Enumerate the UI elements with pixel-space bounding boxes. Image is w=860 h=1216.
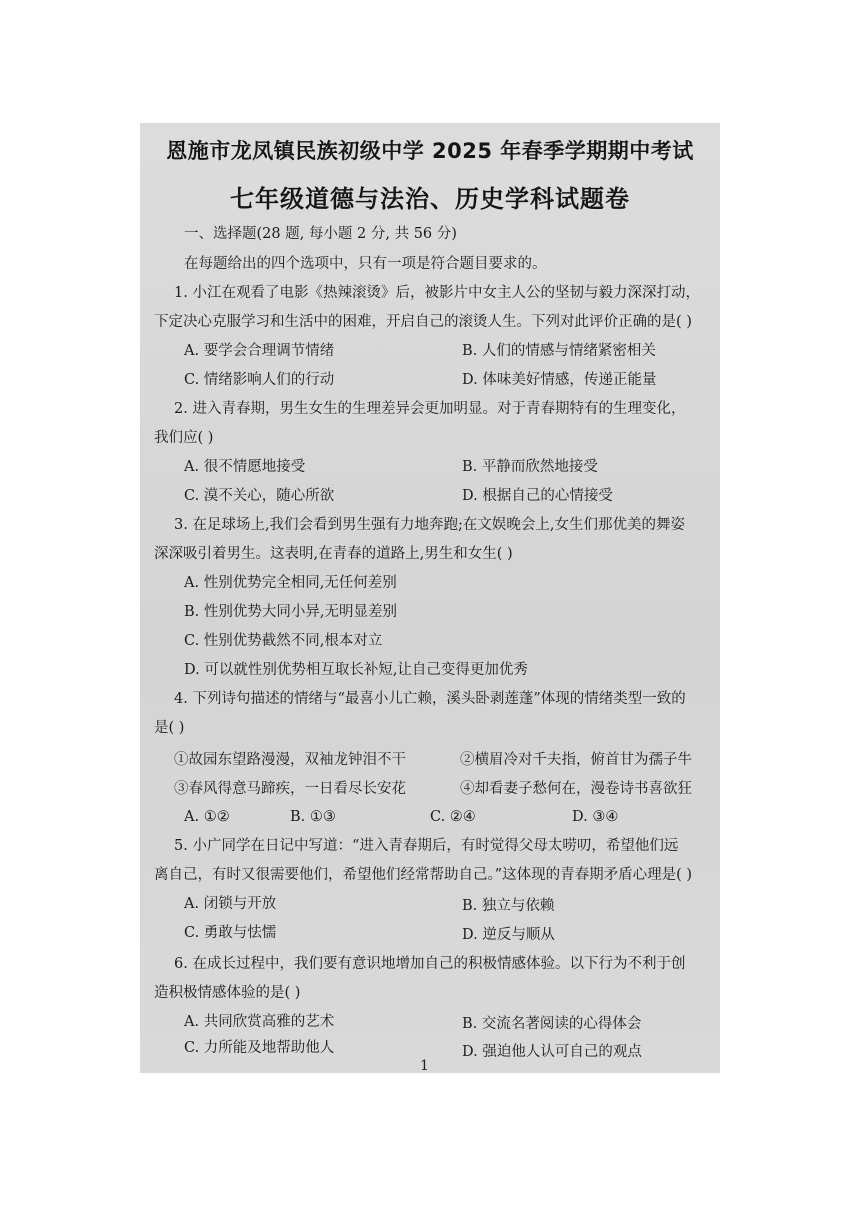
q4-option-d: D. ③④ xyxy=(572,809,619,825)
page-number: 1 xyxy=(420,1058,429,1074)
section-instruction: 在每题给出的四个选项中，只有一项是符合题目要求的。 xyxy=(184,256,547,272)
q3-stem-line1: 3. 在足球场上,我们会看到男生强有力地奔跑;在文娱晚会上,女生们那优美的舞姿 xyxy=(174,517,686,533)
q1-stem-line1: 1. 小江在观看了电影《热辣滚烫》后，被影片中女主人公的坚韧与毅力深深打动， xyxy=(174,285,700,301)
q6-option-c: C. 力所能及地帮助他人 xyxy=(184,1040,335,1056)
section-heading: 一、选择题(28 题, 每小题 2 分, 共 56 分) xyxy=(184,226,457,242)
q4-option-c: C. ②④ xyxy=(430,809,476,825)
q5-option-c: C. 勇敢与怯懦 xyxy=(184,925,277,941)
q3-option-b: B. 性别优势大同小异,无明显差别 xyxy=(184,604,397,620)
q2-option-b: B. 平静而欣然地接受 xyxy=(462,459,598,475)
q4-stem-line1: 4. 下列诗句描述的情绪与“最喜小儿亡赖，溪头卧剥莲蓬”体现的情绪类型一致的 xyxy=(174,691,686,707)
q6-stem-line1: 6. 在成长过程中，我们要有意识地增加自己的积极情感体验。以下行为不利于创 xyxy=(174,956,686,972)
q3-option-a: A. 性别优势完全相同,无任何差别 xyxy=(184,575,397,591)
q6-option-a: A. 共同欣赏高雅的艺术 xyxy=(184,1014,335,1030)
q4-poem-1: ①故园东望路漫漫，双袖龙钟泪不干 xyxy=(174,752,406,768)
q1-option-b: B. 人们的情感与情绪紧密相关 xyxy=(462,343,656,359)
q1-option-c: C. 情绪影响人们的行动 xyxy=(184,372,335,388)
exam-paper-photo xyxy=(140,123,720,1073)
q2-option-d: D. 根据自己的心情接受 xyxy=(462,488,613,504)
q1-option-a: A. 要学会合理调节情绪 xyxy=(184,343,335,359)
q4-poem-3: ③春风得意马蹄疾，一日看尽长安花 xyxy=(174,781,406,797)
q5-stem-line1: 5. 小广同学在日记中写道：“进入青春期后，有时觉得父母太唠叨，希望他们远 xyxy=(174,838,679,854)
paper-title: 七年级道德与法治、历史学科试题卷 xyxy=(230,185,630,213)
q4-stem-line2: 是( ) xyxy=(154,720,185,736)
q4-poem-2: ②横眉冷对千夫指，俯首甘为孺子牛 xyxy=(460,752,692,768)
q5-option-b: B. 独立与依赖 xyxy=(462,898,555,914)
q2-option-a: A. 很不情愿地接受 xyxy=(184,459,306,475)
q1-option-d: D. 体味美好情感，传递正能量 xyxy=(462,372,657,388)
q4-option-b: B. ①③ xyxy=(290,809,336,825)
school-exam-title: 恩施市龙凤镇民族初级中学 2025 年春季学期期中考试 xyxy=(166,139,694,163)
q6-option-b: B. 交流名著阅读的心得体会 xyxy=(462,1016,642,1032)
q5-option-a: A. 闭锁与开放 xyxy=(184,896,277,912)
q5-stem-line2: 离自己，有时又很需要他们，希望他们经常帮助自己。”这体现的青春期矛盾心理是( ) xyxy=(154,867,693,883)
q4-option-a: A. ①② xyxy=(184,809,230,825)
q5-option-d: D. 逆反与顺从 xyxy=(462,927,555,943)
q3-option-c: C. 性别优势截然不同,根本对立 xyxy=(184,633,383,649)
q1-stem-line2: 下定决心克服学习和生活中的困难，开启自己的滚烫人生。下列对此评价正确的是( ) xyxy=(154,314,692,330)
q2-option-c: C. 漠不关心，随心所欲 xyxy=(184,488,335,504)
q3-option-d: D. 可以就性别优势相互取长补短,让自己变得更加优秀 xyxy=(184,662,528,678)
q6-option-d: D. 强迫他人认可自己的观点 xyxy=(462,1044,642,1060)
q2-stem-line2: 我们应( ) xyxy=(154,430,214,446)
q4-poem-4: ④却看妻子愁何在，漫卷诗书喜欲狂 xyxy=(460,781,692,797)
q2-stem-line1: 2. 进入青春期，男生女生的生理差异会更加明显。对于青春期特有的生理变化， xyxy=(174,401,686,417)
q6-stem-line2: 造积极情感体验的是( ) xyxy=(154,985,301,1001)
q3-stem-line2: 深深吸引着男生。这表明,在青春的道路上,男生和女生( ) xyxy=(154,546,513,562)
